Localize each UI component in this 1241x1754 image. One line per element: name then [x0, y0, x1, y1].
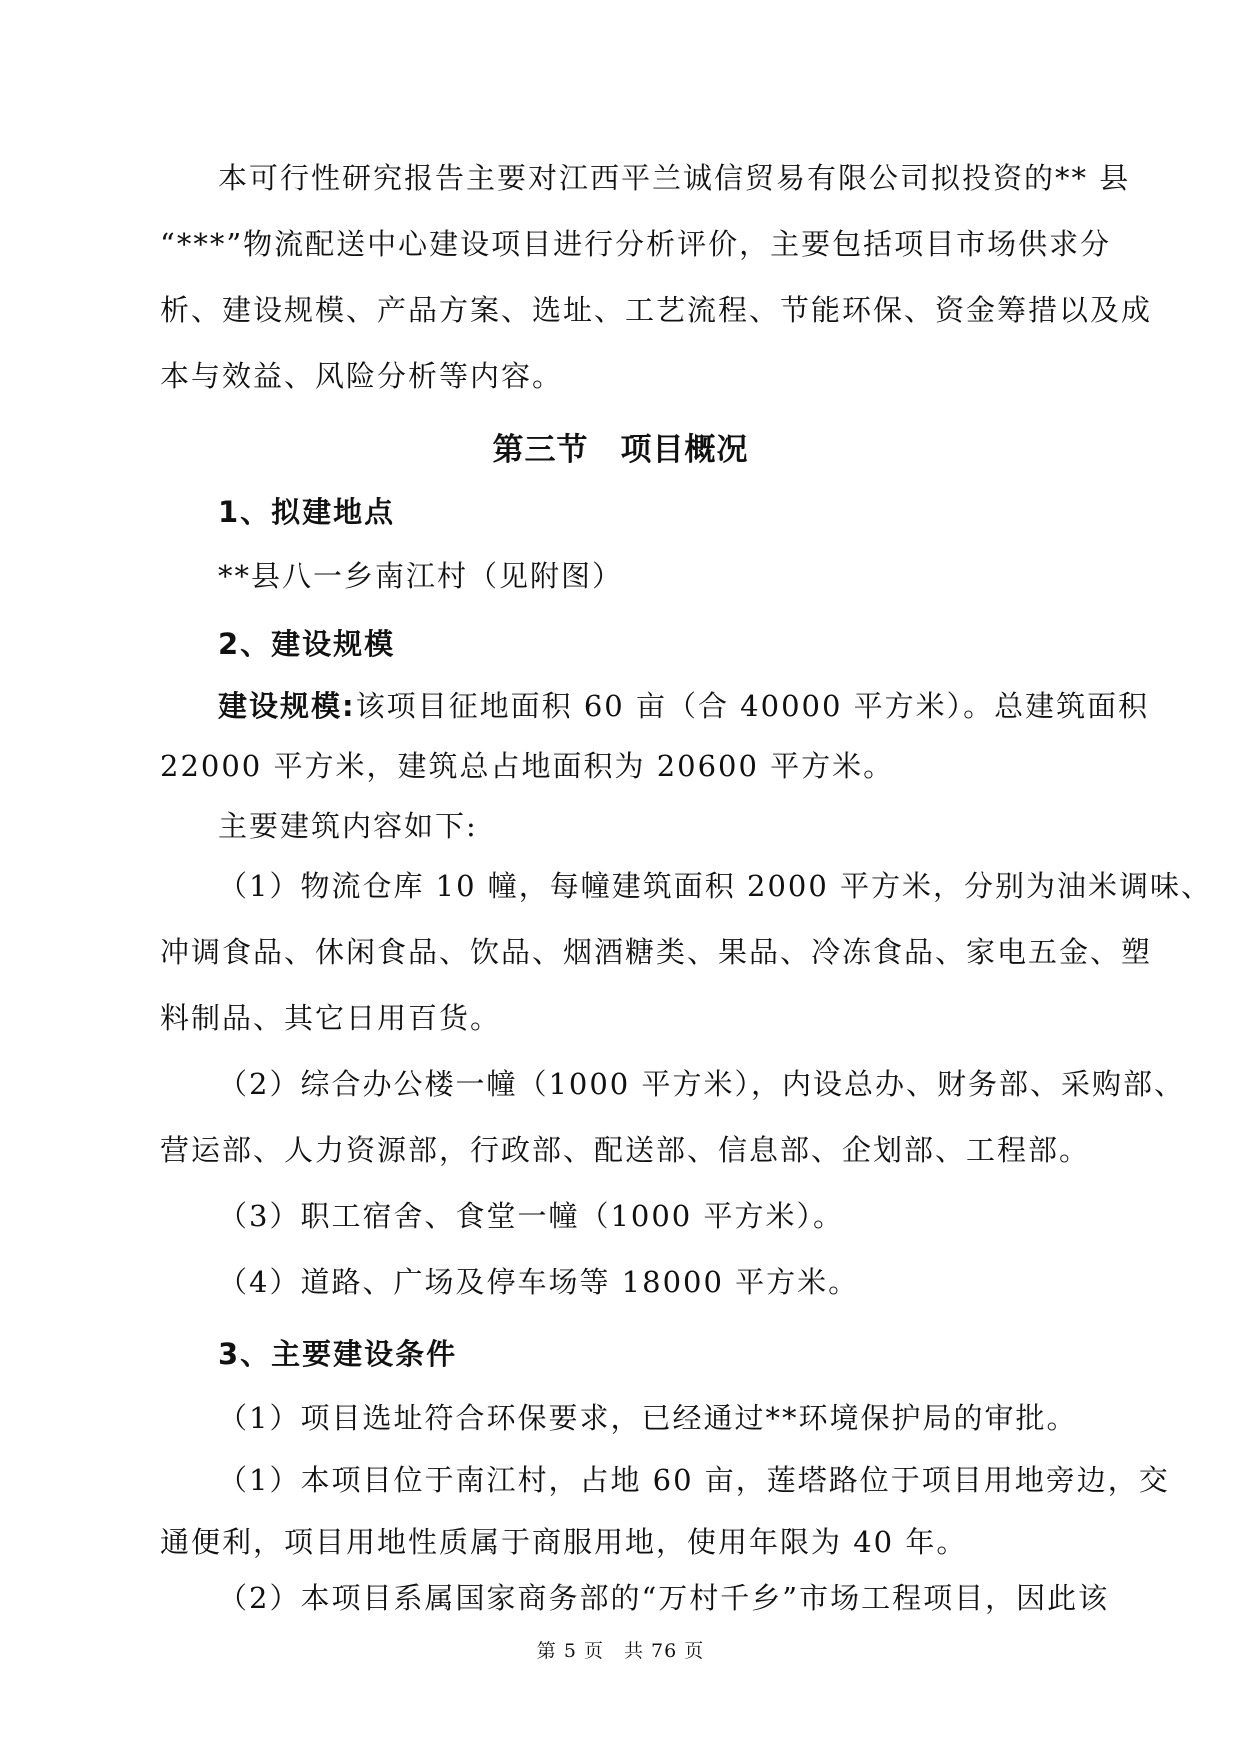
contents-intro: 主要建筑内容如下:	[218, 809, 478, 843]
scale-heading: 2、建设规模	[218, 627, 396, 661]
site-text: **县八一乡南江村（见附图）	[218, 559, 624, 593]
condition-2-line-1: （1）本项目位于南江村，占地 60 亩，莲塔路位于项目用地旁边，交	[218, 1463, 1170, 1497]
condition-3-line-1: （2）本项目系属国家商务部的“万村千乡”市场工程项目，因此该	[218, 1581, 1110, 1615]
scale-line-1	[218, 686, 1150, 726]
item-4: （4）道路、广场及停车场等 18000 平方米。	[218, 1265, 860, 1299]
item-1-line-3: 料制品、其它日用百货。	[160, 1001, 502, 1035]
site-heading: 1、拟建地点	[218, 495, 396, 529]
item-2-line-2: 营运部、人力资源部，行政部、配送部、信息部、企划部、工程部。	[160, 1133, 1091, 1167]
item-3: （3）职工宿舍、食堂一幢（1000 平方米）。	[218, 1199, 844, 1233]
item-1-line-2: 冲调食品、休闲食品、饮品、烟酒糖类、果品、冷冻食品、家电五金、塑	[160, 935, 1153, 969]
intro-line-2: “***”物流配送中心建设项目进行分析评价，主要包括项目市场供求分	[160, 227, 1112, 261]
scale-label: 建设规模:	[218, 689, 356, 723]
condition-1: （1）项目选址符合环保要求，已经通过**环境保护局的审批。	[218, 1401, 1078, 1435]
section-title: 第三节 项目概况	[492, 432, 749, 468]
item-2-line-1: （2）综合办公楼一幢（1000 平方米），内设总办、财务部、采购部、	[218, 1067, 1185, 1101]
condition-2-line-2: 通便利，项目用地性质属于商服用地，使用年限为 40 年。	[160, 1525, 968, 1559]
intro-line-1: 本可行性研究报告主要对江西平兰诚信贸易有限公司拟投资的** 县	[218, 161, 1131, 195]
intro-line-4: 本与效益、风险分析等内容。	[160, 359, 564, 393]
intro-line-3: 析、建设规模、产品方案、选址、工艺流程、节能环保、资金筹措以及成	[160, 293, 1153, 327]
conditions-heading: 3、主要建设条件	[218, 1337, 458, 1371]
scale-line-2: 22000 平方米，建筑总占地面积为 20600 平方米。	[160, 749, 895, 783]
item-1-line-1: （1）物流仓库 10 幢，每幢建筑面积 2000 平方米，分别为油米调味、	[218, 869, 1213, 903]
page-footer: 第 5 页 共 76 页	[536, 1640, 705, 1662]
scale-text-1: 该项目征地面积 60 亩（合 40000 平方米）。总建筑面积	[355, 689, 1150, 723]
